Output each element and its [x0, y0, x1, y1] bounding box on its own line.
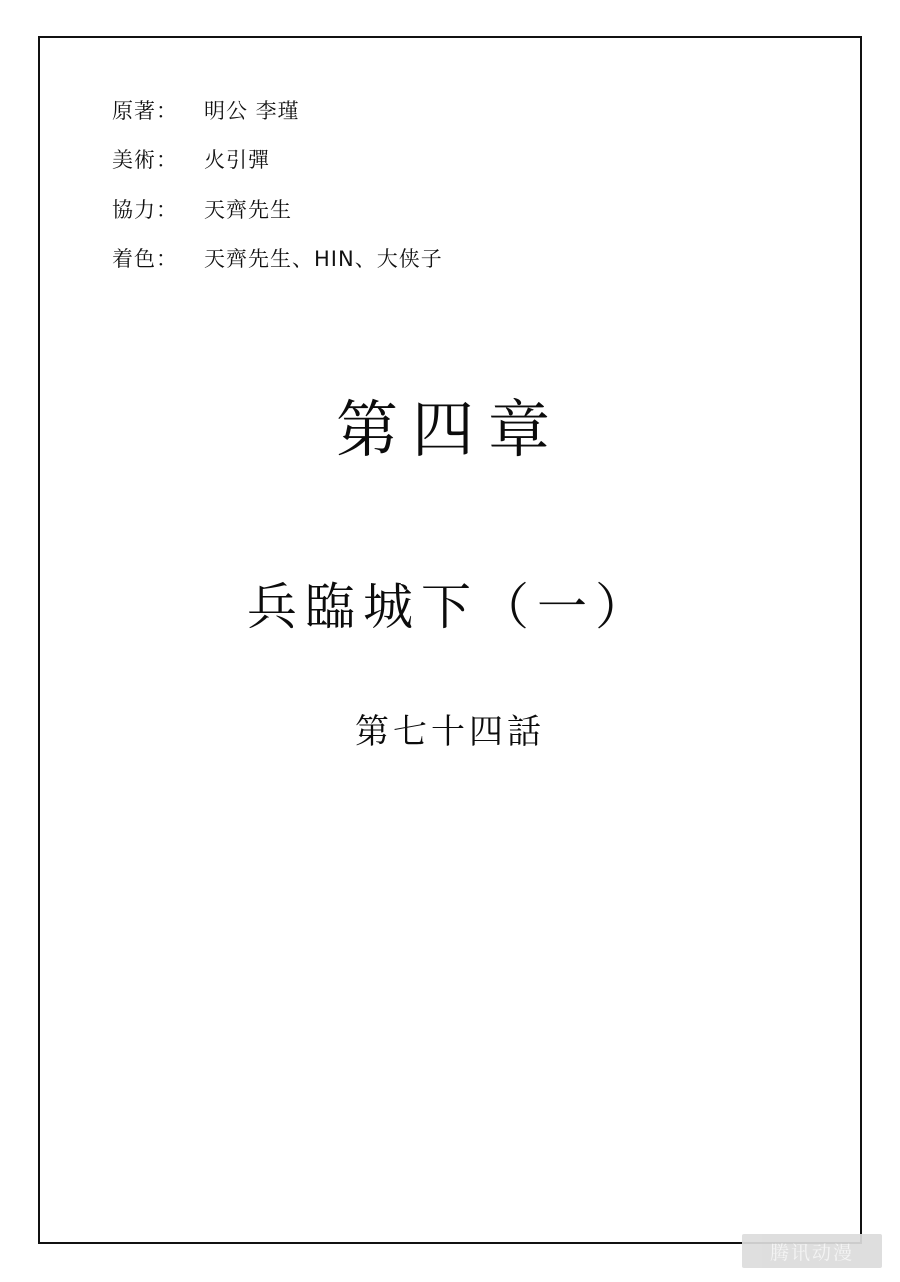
credit-row-color	[112, 246, 712, 273]
chapter-number: 第四章	[335, 393, 564, 466]
credit-row-art	[112, 147, 712, 174]
credit-label: 着色：	[112, 246, 178, 271]
watermark-logo: 腾讯动漫	[742, 1234, 882, 1268]
credit-row-assist	[112, 197, 712, 224]
chapter-title: 兵臨城下（一）	[247, 578, 653, 637]
title-block	[40, 393, 860, 753]
credit-value: 天齊先生、HIN、大侠子	[204, 246, 443, 271]
credit-value: 明公 李瑾	[204, 99, 300, 123]
credit-label: 協力：	[112, 197, 178, 222]
credit-value: 天齊先生	[204, 197, 292, 222]
credit-label: 原著：	[112, 99, 178, 123]
episode-number: 第七十四話	[355, 712, 545, 753]
comic-page-frame	[38, 36, 862, 1244]
credits-block	[112, 98, 712, 295]
credit-value: 火引彈	[204, 148, 270, 173]
credit-row-author	[112, 98, 712, 125]
credit-label: 美術：	[112, 148, 178, 173]
